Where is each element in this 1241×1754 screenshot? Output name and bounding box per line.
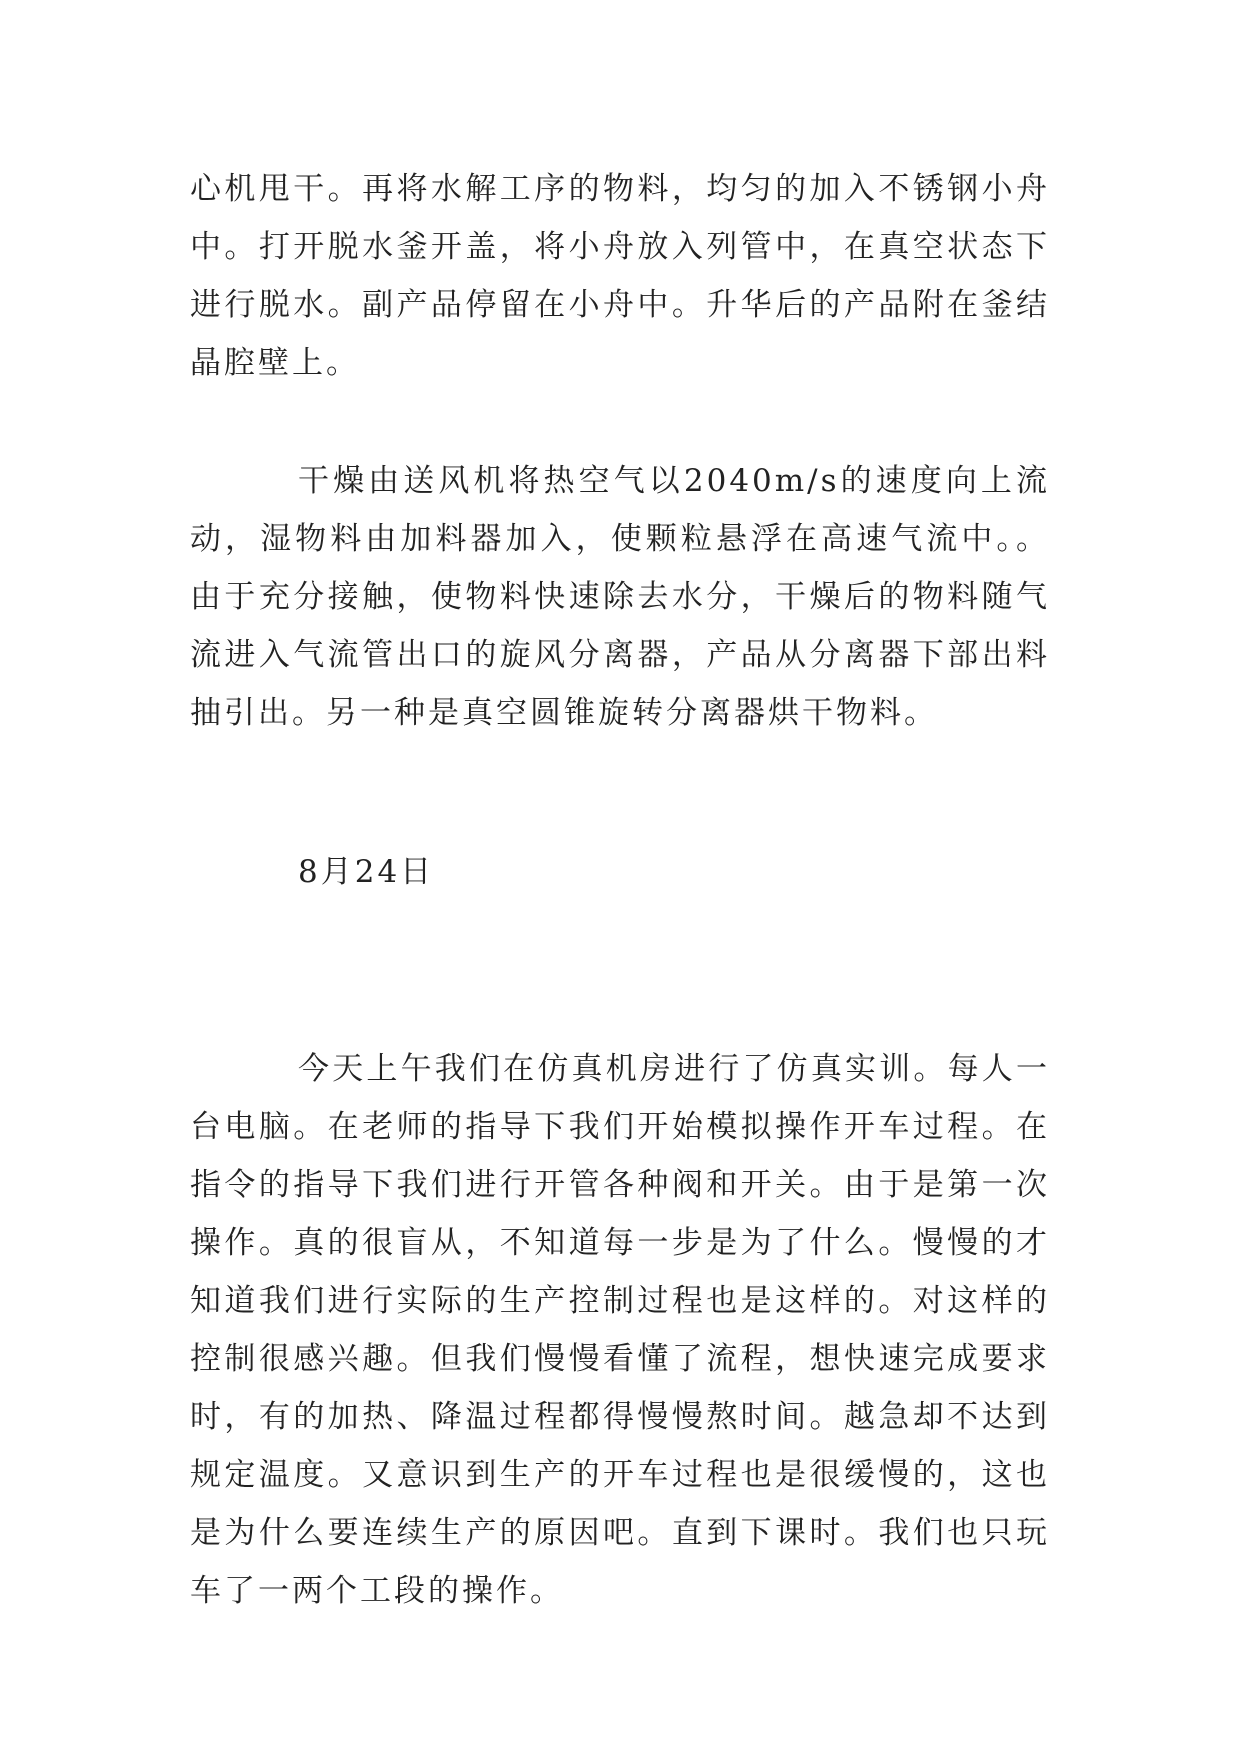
date-heading: 8月24日 — [298, 854, 435, 890]
paragraph-simulation-training: 今天上午我们在仿真机房进行了仿真实训。每人一台电脑。在老师的指导下我们开始模拟操作开车过程。在指令的指导下我们进行开管各种阀和开关。由于是第一次操作。真的很盲从，不知道每一步是为了什么。慢慢的才知道我们进行实际的生产控制过程也是这样的。对这样的控制很感兴趣。但我们慢慢看懂了流程，想快速完成要求时，有的加热、降温过程都得慢慢熬时间。越急却不达到规定温度。又意识到生产的开车过程也是很缓慢的，这也是为什么要连续生产的原因吧。直到下课时。我们也只玩车了一两个工段的操作。 — [190, 1051, 1050, 1609]
paragraph-drying: 干燥由送风机将热空气以2040m/s的速度向上流动，湿物料由加料器加入，使颗粒悬浮在高速气流中。。由于充分接触，使物料快速除去水分，干燥后的物料随气流进入气流管出口的旋风分离器，产品从分离器下部出料抽引出。另一种是真空圆锥旋转分离器烘干物料。 — [190, 463, 1050, 731]
paragraph-dehydration: 心机甩干。再将水解工序的物料，均匀的加入不锈钢小舟中。打开脱水釜开盖，将小舟放入列管中，在真空状态下进行脱水。副产品停留在小舟中。升华后的产品附在釜结晶腔壁上。 — [190, 171, 1050, 381]
